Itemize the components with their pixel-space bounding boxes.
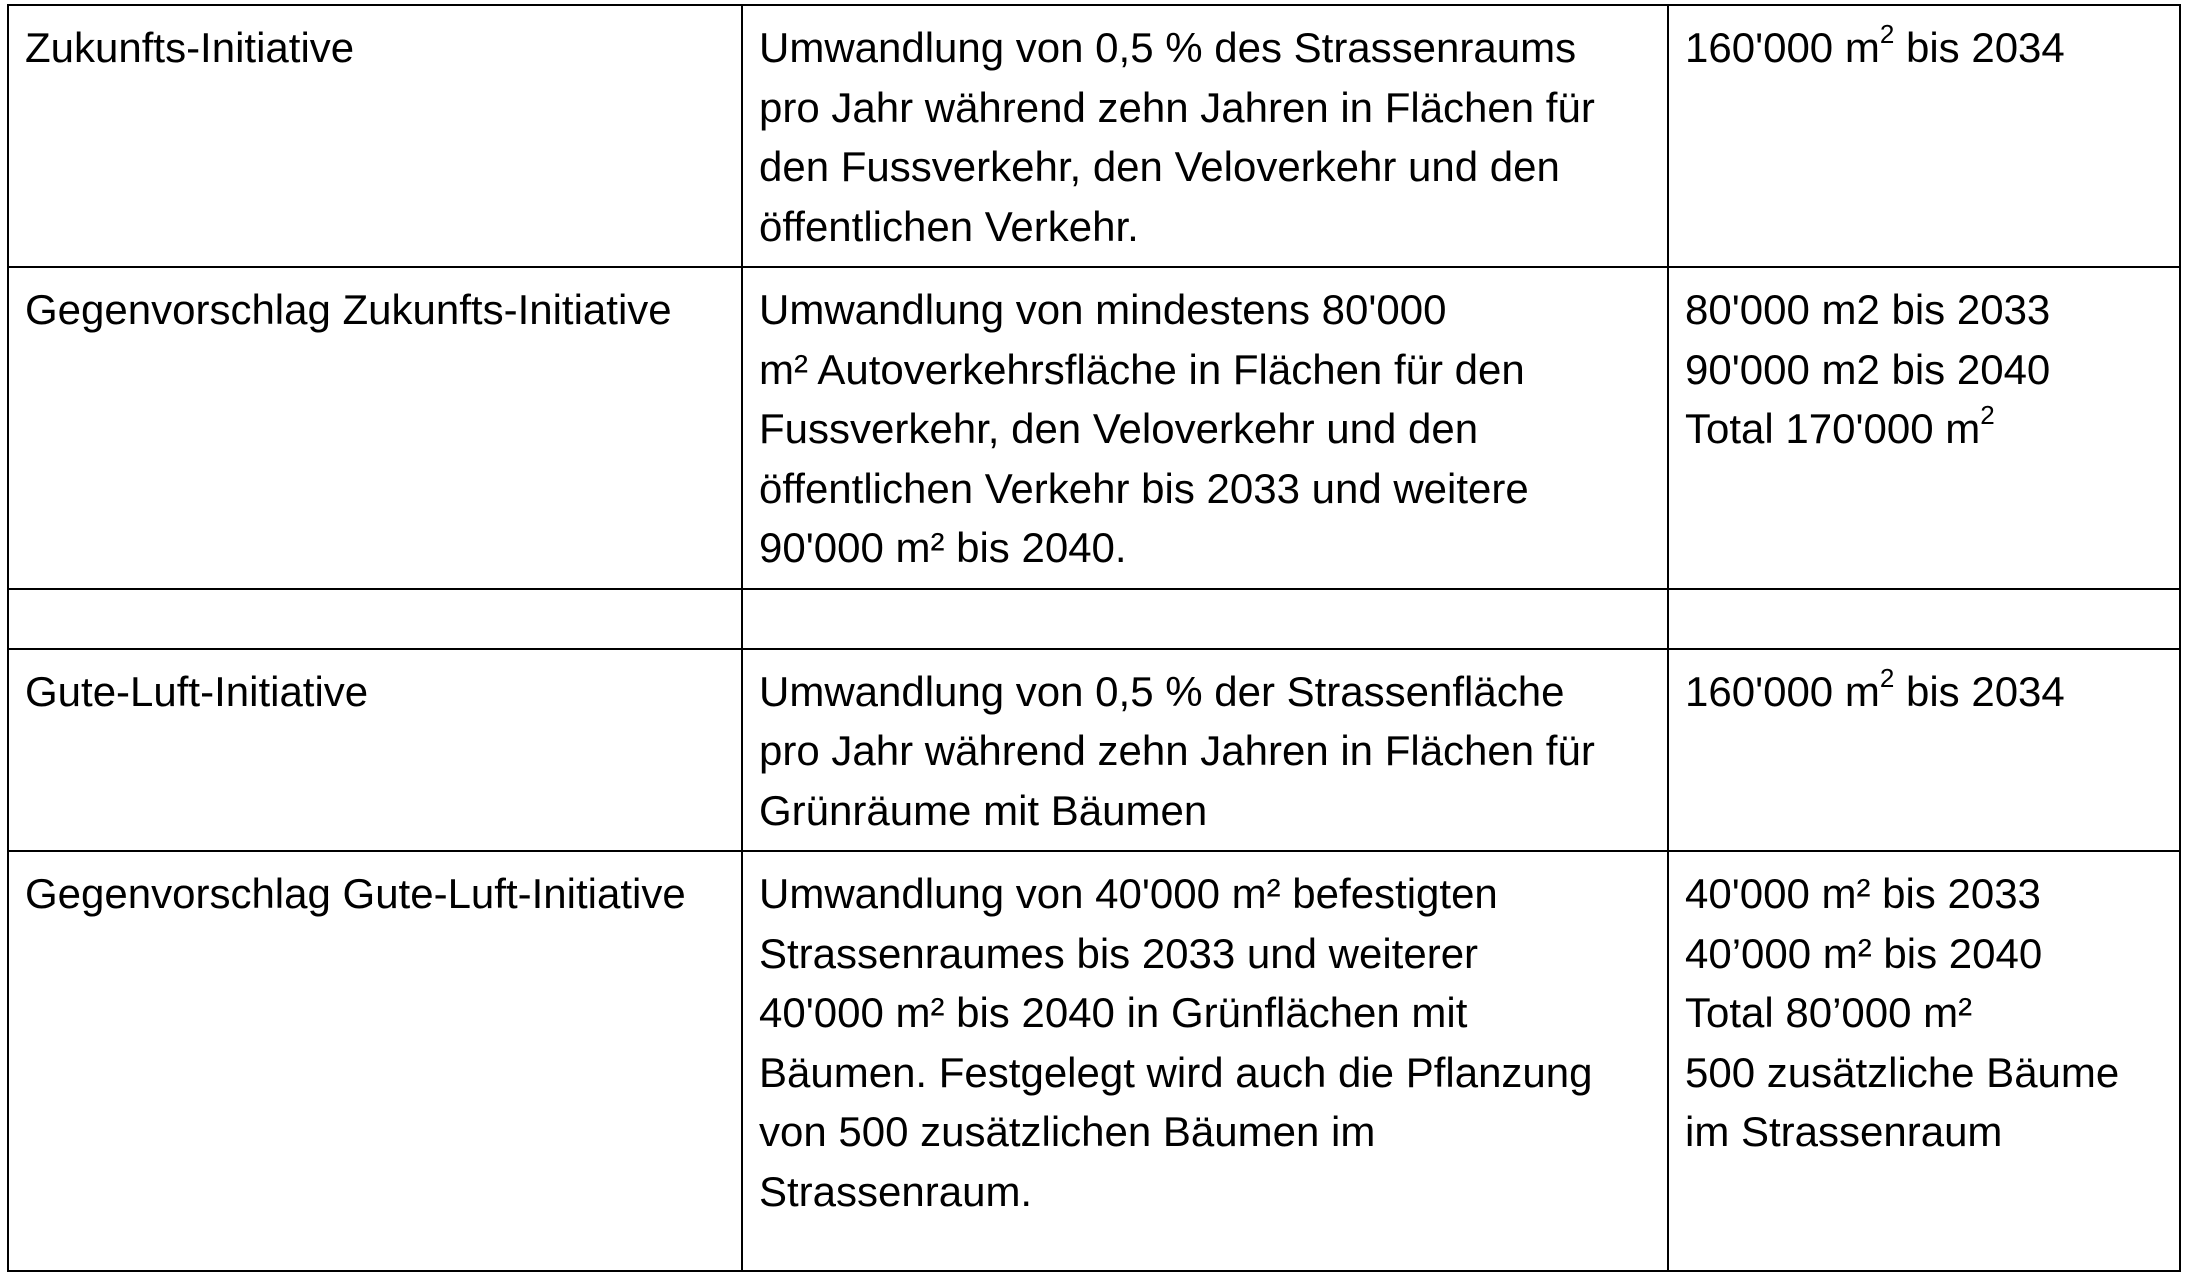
target-text: 160'000 m	[1685, 24, 1880, 71]
target-superscript: 2	[1980, 400, 1995, 431]
description-cell	[742, 5, 1668, 267]
description-line: Grünräume mit Bäumen	[759, 786, 1208, 834]
description-cell	[742, 649, 1668, 852]
initiative-name-cell	[8, 267, 742, 589]
target-superscript: 2	[1879, 19, 1895, 50]
initiative-name: Zukunfts-Initiative	[25, 24, 355, 71]
description-line: pro Jahr während zehn Jahren in Flächen für	[759, 83, 1595, 131]
description-line: 40'000 m² bis 2040 in Grünflächen mit	[759, 989, 1468, 1036]
initiative-name-cell	[8, 589, 742, 649]
description-line: Bäumen. Festgelegt wird auch die Pflanzung	[759, 1048, 1593, 1096]
table-row	[8, 649, 2180, 852]
target-cell	[1668, 851, 2180, 1271]
description-line: pro Jahr während zehn Jahren in Flächen für	[759, 727, 1595, 774]
description-line: den Fussverkehr, den Veloverkehr und den	[759, 143, 1560, 190]
description-cell	[742, 851, 1668, 1271]
target-line	[1685, 662, 2163, 722]
table-body	[8, 5, 2180, 1271]
target-line	[1685, 864, 2163, 924]
table-row	[8, 5, 2180, 267]
description-line: Umwandlung von mindestens 80'000	[759, 286, 1447, 333]
target-text: 500 zusätzliche Bäume	[1685, 1048, 2120, 1096]
table-row	[8, 851, 2180, 1271]
target-text-suffix: bis 2034	[1894, 667, 2065, 715]
target-line	[1685, 399, 2163, 459]
initiatives-table	[7, 4, 2181, 1272]
description-line: Strassenraum.	[759, 1167, 1033, 1215]
target-text: 80'000 m2 bis 2033	[1685, 286, 2051, 333]
description-line: Umwandlung von 0,5 % der Strassenfläche	[759, 667, 1565, 715]
description-line: Fussverkehr, den Veloverkehr und den	[759, 405, 1479, 452]
target-cell	[1668, 267, 2180, 589]
description-line: öffentlichen Verkehr bis 2033 und weitere	[759, 464, 1529, 512]
description-line: m² Autoverkehrsfläche in Flächen für den	[759, 345, 1525, 393]
target-line	[1685, 18, 2163, 78]
target-line	[1685, 924, 2163, 984]
target-line	[1685, 1043, 2163, 1103]
target-line	[1685, 340, 2163, 400]
description-cell	[742, 267, 1668, 589]
target-text: 40'000 m² bis 2033	[1685, 870, 2041, 917]
target-cell	[1668, 649, 2180, 852]
table-row	[8, 267, 2180, 589]
description-line: Umwandlung von 0,5 % des Strassenraums	[759, 24, 1577, 71]
target-text-suffix: bis 2034	[1894, 24, 2065, 71]
description-line: Umwandlung von 40'000 m² befestigten	[759, 870, 1498, 917]
target-cell	[1668, 589, 2180, 649]
target-line	[1685, 280, 2163, 340]
target-text: Total 170'000 m	[1685, 405, 1981, 452]
initiative-name-cell	[8, 5, 742, 267]
target-cell	[1668, 5, 2180, 267]
table-row	[8, 589, 2180, 649]
description-cell	[742, 589, 1668, 649]
initiative-name: Gegenvorschlag Gute-Luft-Initiative	[25, 870, 686, 917]
initiative-name: Gute-Luft-Initiative	[25, 667, 369, 715]
target-line	[1685, 1102, 2163, 1162]
target-text: 160'000 m	[1685, 667, 1880, 715]
initiative-name: Gegenvorschlag Zukunfts-Initiative	[25, 286, 672, 333]
description-line: von 500 zusätzlichen Bäumen im	[759, 1108, 1376, 1155]
target-text: 40’000 m² bis 2040	[1685, 929, 2043, 977]
target-text: 90'000 m2 bis 2040	[1685, 345, 2051, 393]
description-line: öffentlichen Verkehr.	[759, 202, 1139, 250]
target-superscript: 2	[1879, 662, 1895, 693]
target-line	[1685, 983, 2163, 1043]
target-text: im Strassenraum	[1685, 1108, 2003, 1155]
initiative-name-cell	[8, 649, 742, 852]
target-text: Total 80’000 m²	[1685, 989, 1973, 1036]
initiative-name-cell	[8, 851, 742, 1271]
description-line: Strassenraumes bis 2033 und weiterer	[759, 929, 1479, 977]
description-line: 90'000 m² bis 2040.	[759, 524, 1127, 571]
